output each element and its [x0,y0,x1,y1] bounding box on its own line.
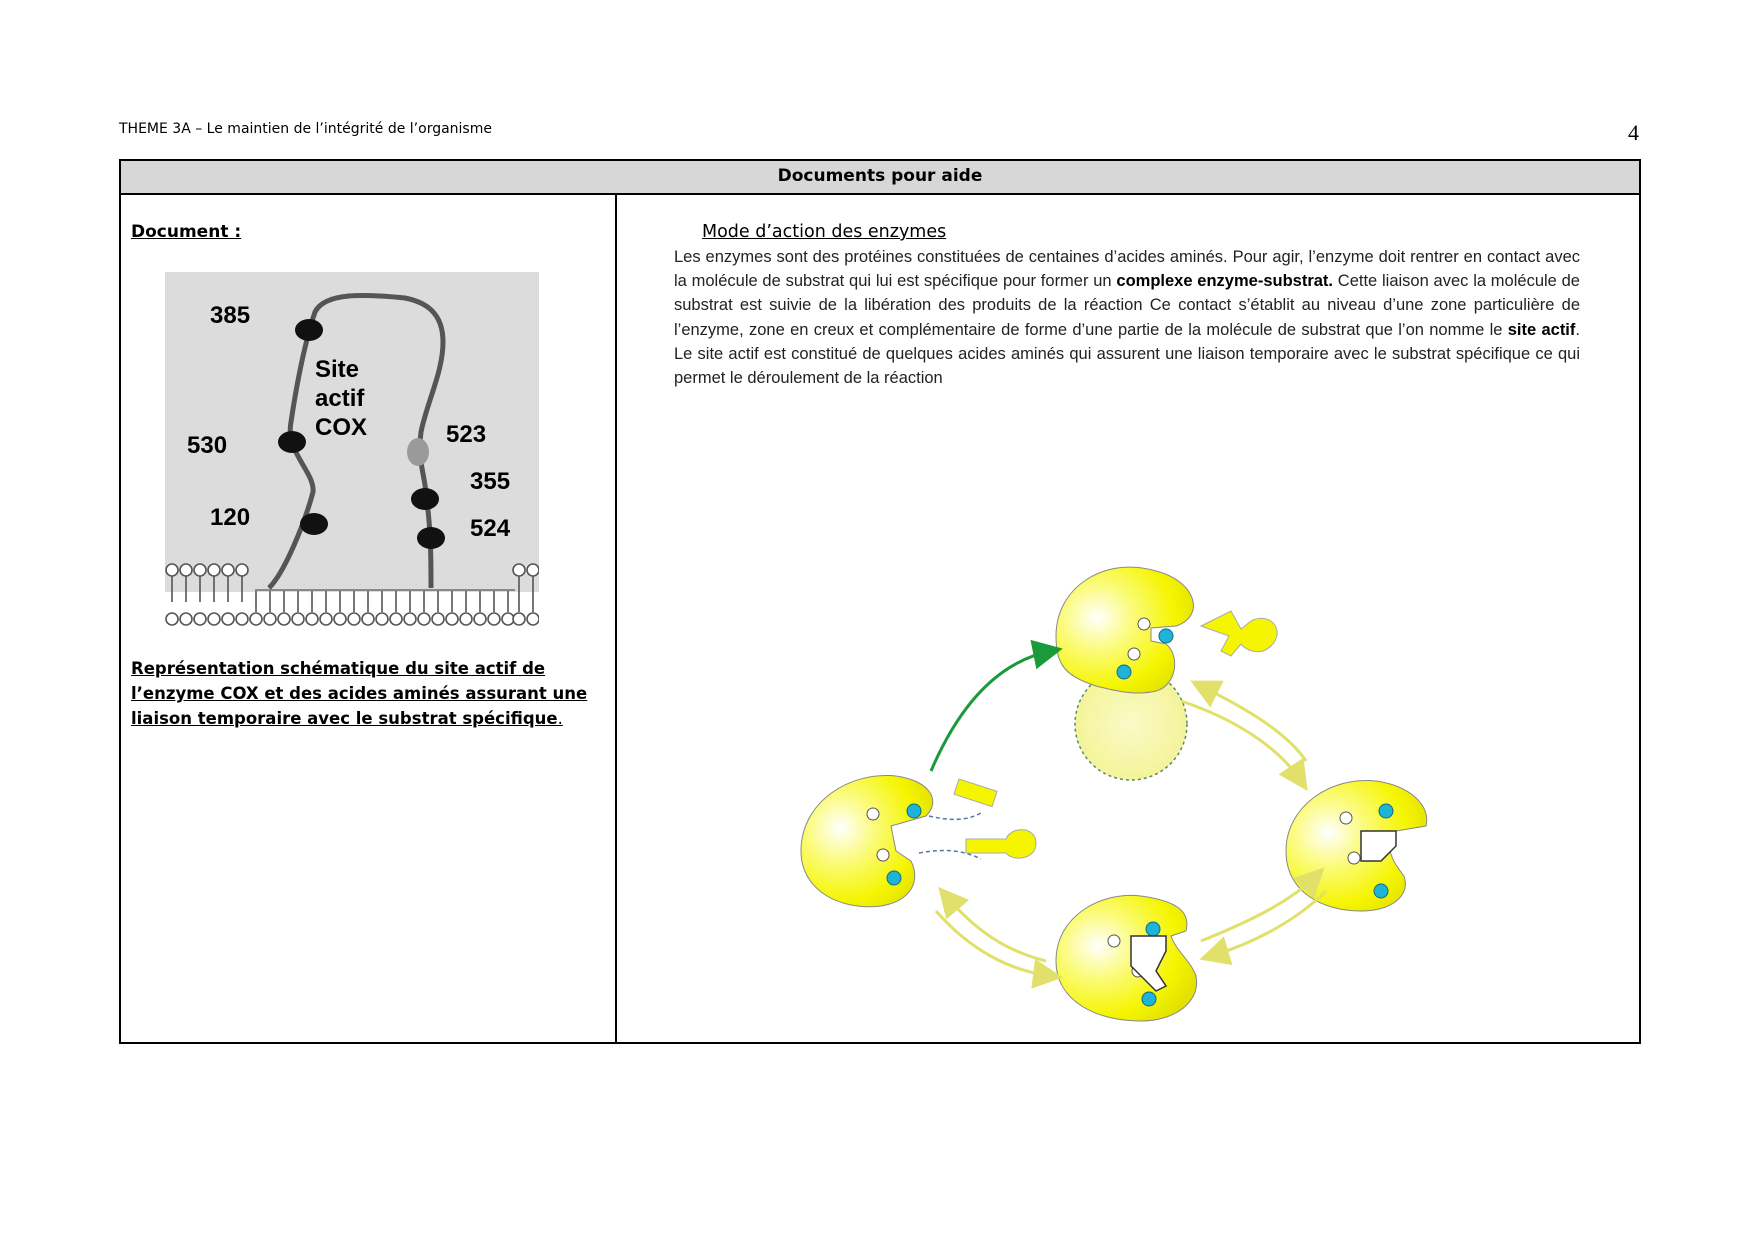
enzyme-right [1286,780,1427,911]
cox-active-site-diagram [165,272,539,632]
table-title: Documents pour aide [121,161,1639,195]
amino-acid-530 [278,431,306,453]
arrow-yellow-top-right-1 [1181,701,1301,781]
product-top [1201,611,1277,656]
caption-text: Représentation schématique du site actif de l’enzyme COX et des acides aminés assurant une liaison temporaire avec le substrat spécifique [131,659,588,728]
para-part-2: Cette liaison avec la molécule de substrat est suivie de la libération des produits de la réaction Ce contact s’établit au niveau d’une zone particulière de l’enzyme, zone en creux et complémentaire de forme d’une partie de la molécule de substrat que l’on nomme le [674,272,1580,339]
para-bold-site-actif: site actif [1507,320,1576,339]
figure-caption [131,656,611,731]
label-523: 523 [446,421,487,448]
arrow-yellow-bottom-left-1 [936,911,1051,976]
label-530: 530 [187,432,228,459]
arrow-yellow-top-right-2 [1201,686,1306,761]
label-524: 524 [470,515,511,542]
enzyme-cycle-diagram [741,471,1481,1027]
arrow-yellow-bottom-right-2 [1211,891,1326,956]
para-bold-complexe: complexe enzyme-substrat. [1116,272,1333,291]
page-number: 4 [1628,120,1639,145]
amino-acid-355 [411,488,439,510]
arrow-green [931,651,1051,771]
arrow-yellow-bottom-left-2 [946,896,1046,961]
amino-acid-385 [295,319,323,341]
header-theme: THEME 3A – Le maintien de l’intégrité de l’organisme [119,121,492,137]
enzyme-left [801,775,981,906]
site-label-line-1: Site [315,356,360,383]
enzyme-top [1056,567,1193,693]
substrate-bar [954,779,997,807]
document-label: Document : [131,222,242,242]
amino-acid-524 [417,527,445,549]
para-part-3: . Le site actif est constitué de quelques acides aminés qui assurent une liaison temporaire avec le substrat spécifique ce qui permet le déroulement de la réaction [674,320,1580,388]
column-divider [615,195,617,1042]
documents-table [119,159,1641,1044]
amino-acid-523 [407,438,429,466]
label-385: 385 [210,302,251,329]
label-120: 120 [210,504,251,531]
site-label-line-2: actif [315,385,365,412]
section-title: Mode d’action des enzymes [702,222,947,242]
substrate-key [966,830,1036,858]
para-part-1: Les enzymes sont des protéines constituées de centaines d’acides aminés. Pour agir, l’enzyme doit rentrer en contact avec la molécule de substrat qui lui est spécifique pour former un [674,248,1580,291]
caption-end: . [557,709,563,728]
site-label-line-3: COX [315,414,368,441]
amino-acid-120 [300,513,328,535]
enzyme-bottom [1056,895,1197,1021]
label-355: 355 [470,468,511,495]
enzyme-paragraph [674,245,1580,390]
